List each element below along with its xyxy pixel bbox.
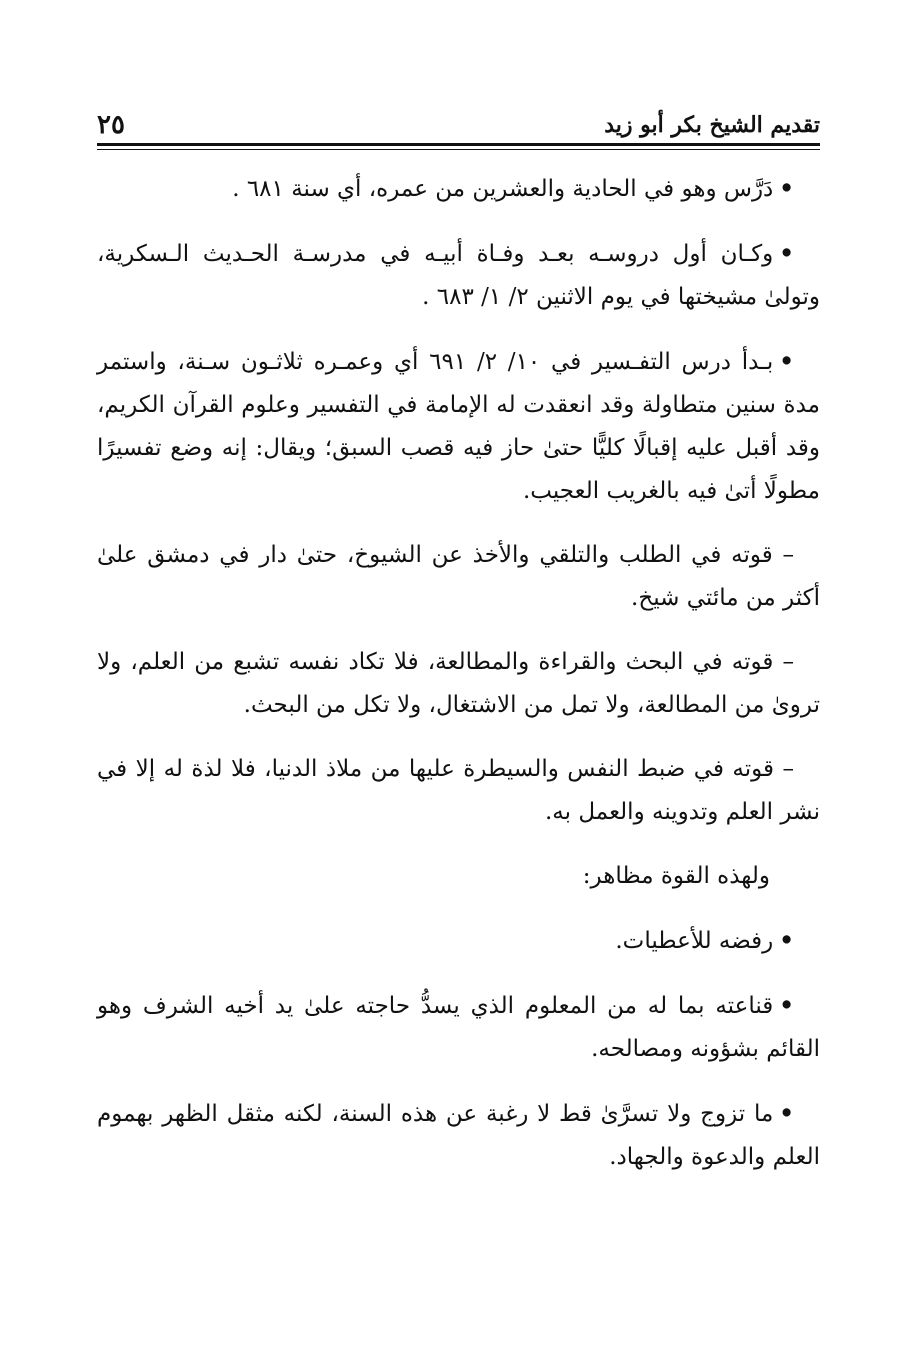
bullet-icon: •: [779, 348, 794, 375]
paragraph-text: – قوته في البحث والقراءة والمطالعة، فلا تكاد نفسه تشبع من العلم، ولا ترویٰ من المطالعة، ولا تمل من الاشتغال، ولا تكل من البحث.: [97, 649, 820, 718]
page-number: ٢٥: [97, 110, 125, 140]
paragraph-text: وكـان أول دروسـه بعـد وفـاة أبيـه في مدرسـة الحـديث الـسكرية، وتولىٰ مشيختها في يوم الاثنين ٢/ ١/ ٦٨٣ .: [97, 241, 820, 310]
paragraph-text: دَرَّس وهو في الحادية والعشرين من عمره، أي سنة ٦٨١ .: [232, 176, 774, 202]
paragraph-8: [97, 919, 820, 963]
paragraph-text: ولهذه القوة مظاهر:: [582, 863, 770, 889]
paragraph-4: [97, 534, 820, 620]
paragraph-5: [97, 641, 820, 727]
header-rule-thick: [97, 143, 820, 146]
paragraph-text: – قوته في ضبط النفس والسيطرة عليها من ملاذ الدنيا، فلا لذة له إلا في نشر العلم وتدوينه والعمل به.: [97, 756, 820, 825]
bullet-icon: •: [779, 992, 794, 1019]
paragraph-2: [97, 232, 820, 319]
bullet-icon: •: [779, 240, 794, 267]
paragraph-text: – قوته في الطلب والتلقي والأخذ عن الشيوخ، حتىٰ دار في دمشق علىٰ أكثر من مائتي شيخ.: [97, 542, 820, 611]
paragraph-6: [97, 748, 820, 834]
bullet-icon: •: [779, 175, 794, 202]
page-header: [97, 108, 820, 142]
paragraph-text: رفضه للأعطيات.: [615, 928, 774, 954]
header-rule-thin: [97, 149, 820, 150]
body-text: [97, 167, 820, 1200]
running-title: تقديم الشيخ بكر أبو زيد: [604, 112, 820, 138]
paragraph-9: [97, 984, 820, 1071]
bullet-icon: •: [779, 1100, 794, 1127]
paragraph-7: [97, 855, 820, 898]
bullet-icon: •: [779, 927, 794, 954]
paragraph-text: قناعته بما له من المعلوم الذي يسدُّ حاجته علىٰ يد أخيه الشرف وهو القائم بشؤونه ومصالحه.: [97, 993, 820, 1062]
paragraph-1: [97, 167, 820, 211]
paragraph-text: بـدأ درس التفـسير في ١٠/ ٢/ ٦٩١ أي وعمـره ثلاثـون سـنة، واستمر مدة سنين متطاولة وقد انعقدت له الإمامة في التفسير وعلوم القرآن الكريم، وقد أقبل عليه إقبالًا كليًّا حتىٰ حاز فيه قصب السبق؛ ويقال: إنه وضع تفسيرًا مطولًا أتىٰ فيه بالغريب العجيب.: [97, 349, 820, 504]
paragraph-10: [97, 1092, 820, 1179]
paragraph-3: [97, 340, 820, 513]
paragraph-text: ما تزوج ولا تسرَّىٰ قط لا رغبة عن هذه السنة، لكنه مثقل الظهر بهموم العلم والدعوة والجهاد.: [97, 1101, 820, 1170]
